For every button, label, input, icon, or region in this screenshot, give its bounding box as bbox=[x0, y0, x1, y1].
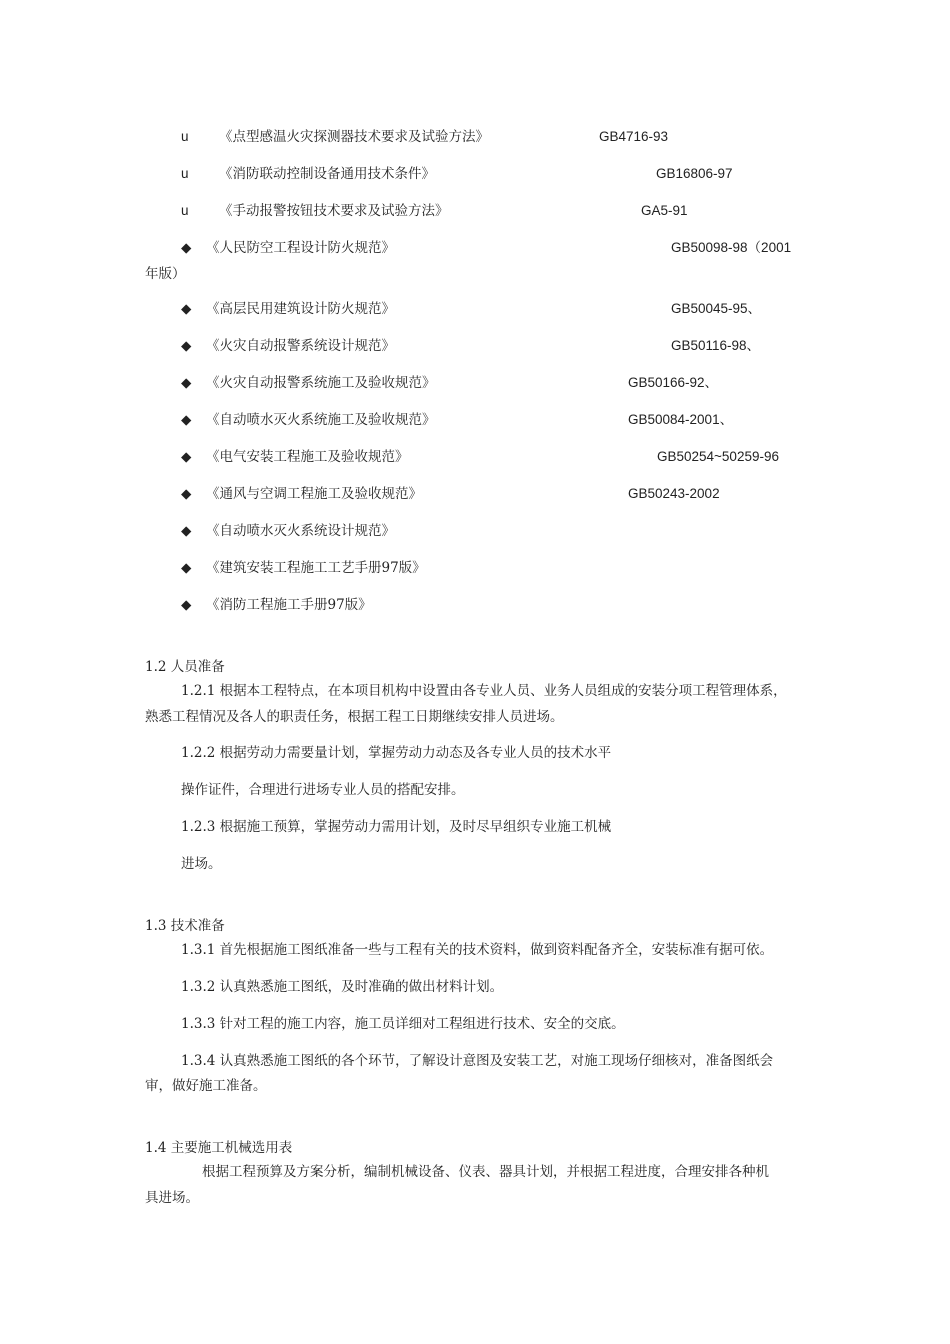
standard-code: GB50116-98、 bbox=[671, 338, 761, 353]
diamond-bullet-icon: ◆ bbox=[181, 560, 192, 576]
diamond-bullet-icon: ◆ bbox=[181, 597, 192, 613]
paragraph-line: 1.2.3 根据施工预算，掌握劳动力需用计划，及时尽早组织专业施工机械 bbox=[181, 819, 612, 835]
paragraph-line: 操作证件，合理进行进场专业人员的搭配安排。 bbox=[181, 782, 465, 798]
standard-title: 《通风与空调工程施工及验收规范》 bbox=[206, 486, 422, 502]
diamond-bullet-icon: ◆ bbox=[181, 412, 192, 428]
standard-title: 《自动喷水灭火系统设计规范》 bbox=[206, 523, 395, 539]
standard-title: 《点型感温火灾探测器技术要求及试验方法》 bbox=[219, 129, 489, 145]
section-heading: 1.2 人员准备 bbox=[145, 659, 225, 675]
standard-title: 《自动喷水灭火系统施工及验收规范》 bbox=[206, 412, 436, 428]
diamond-bullet-icon: ◆ bbox=[181, 240, 192, 256]
standard-code: GB50098-98（2001 bbox=[671, 240, 792, 255]
paragraph-line: 审，做好施工准备。 bbox=[145, 1078, 267, 1094]
list-marker: u bbox=[181, 166, 189, 181]
standard-code: GB50045-95、 bbox=[671, 301, 762, 316]
diamond-bullet-icon: ◆ bbox=[181, 486, 192, 502]
standard-code: GB50166-92、 bbox=[628, 375, 719, 390]
paragraph-line: 1.3.2 认真熟悉施工图纸，及时准确的做出材料计划。 bbox=[181, 979, 504, 995]
paragraph-line: 1.2.1 根据本工程特点，在本项目机构中设置由各专业人员、业务人员组成的安装分项工程管理体系， bbox=[181, 683, 787, 699]
standard-title: 《电气安装工程施工及验收规范》 bbox=[206, 449, 409, 465]
diamond-bullet-icon: ◆ bbox=[181, 523, 192, 539]
paragraph-line: 1.3.3 针对工程的施工内容，施工员详细对工程组进行技术、安全的交底。 bbox=[181, 1016, 625, 1032]
list-marker: u bbox=[181, 203, 189, 218]
standard-code: GB4716-93 bbox=[599, 129, 669, 144]
standard-code-continuation: 年版） bbox=[145, 266, 186, 282]
standard-title: 《消防工程施工手册97版》 bbox=[206, 597, 372, 613]
diamond-bullet-icon: ◆ bbox=[181, 338, 192, 354]
standard-code: GB50084-2001、 bbox=[628, 412, 734, 427]
standard-title: 《人民防空工程设计防火规范》 bbox=[206, 240, 395, 256]
standard-title: 《消防联动控制设备通用技术条件》 bbox=[219, 166, 435, 182]
paragraph-line: 具进场。 bbox=[145, 1190, 199, 1206]
standard-code: GB16806-97 bbox=[656, 166, 733, 181]
paragraph-line: 熟悉工程情况及各人的职责任务，根据工程工日期继续安排人员进场。 bbox=[145, 709, 564, 725]
diamond-bullet-icon: ◆ bbox=[181, 375, 192, 391]
standard-code: GB50254~50259-96 bbox=[657, 449, 779, 464]
list-marker: u bbox=[181, 129, 189, 144]
standard-title: 《火灾自动报警系统施工及验收规范》 bbox=[206, 375, 436, 391]
standard-title: 《高层民用建筑设计防火规范》 bbox=[206, 301, 395, 317]
standard-code: GB50243-2002 bbox=[628, 486, 720, 501]
paragraph-line: 进场。 bbox=[181, 856, 222, 872]
standard-title: 《建筑安装工程施工工艺手册97版》 bbox=[206, 560, 426, 576]
diamond-bullet-icon: ◆ bbox=[181, 301, 192, 317]
standard-code: GA5-91 bbox=[641, 203, 688, 218]
paragraph-line: 1.3.1 首先根据施工图纸准备一些与工程有关的技术资料，做到资料配备齐全，安装标准有据可依。 bbox=[181, 942, 774, 958]
paragraph-line: 根据工程预算及方案分析，编制机械设备、仪表、器具计划，并根据工程进度，合理安排各种机 bbox=[202, 1164, 769, 1180]
paragraph-line: 1.2.2 根据劳动力需要量计划，掌握劳动力动态及各专业人员的技术水平 bbox=[181, 745, 612, 761]
section-heading: 1.3 技术准备 bbox=[145, 918, 225, 934]
section-heading: 1.4 主要施工机械选用表 bbox=[145, 1140, 293, 1156]
standard-title: 《火灾自动报警系统设计规范》 bbox=[206, 338, 395, 354]
standard-title: 《手动报警按钮技术要求及试验方法》 bbox=[219, 203, 449, 219]
paragraph-line: 1.3.4 认真熟悉施工图纸的各个环节，了解设计意图及安装工艺，对施工现场仔细核对，准备图纸会 bbox=[181, 1053, 774, 1069]
diamond-bullet-icon: ◆ bbox=[181, 449, 192, 465]
